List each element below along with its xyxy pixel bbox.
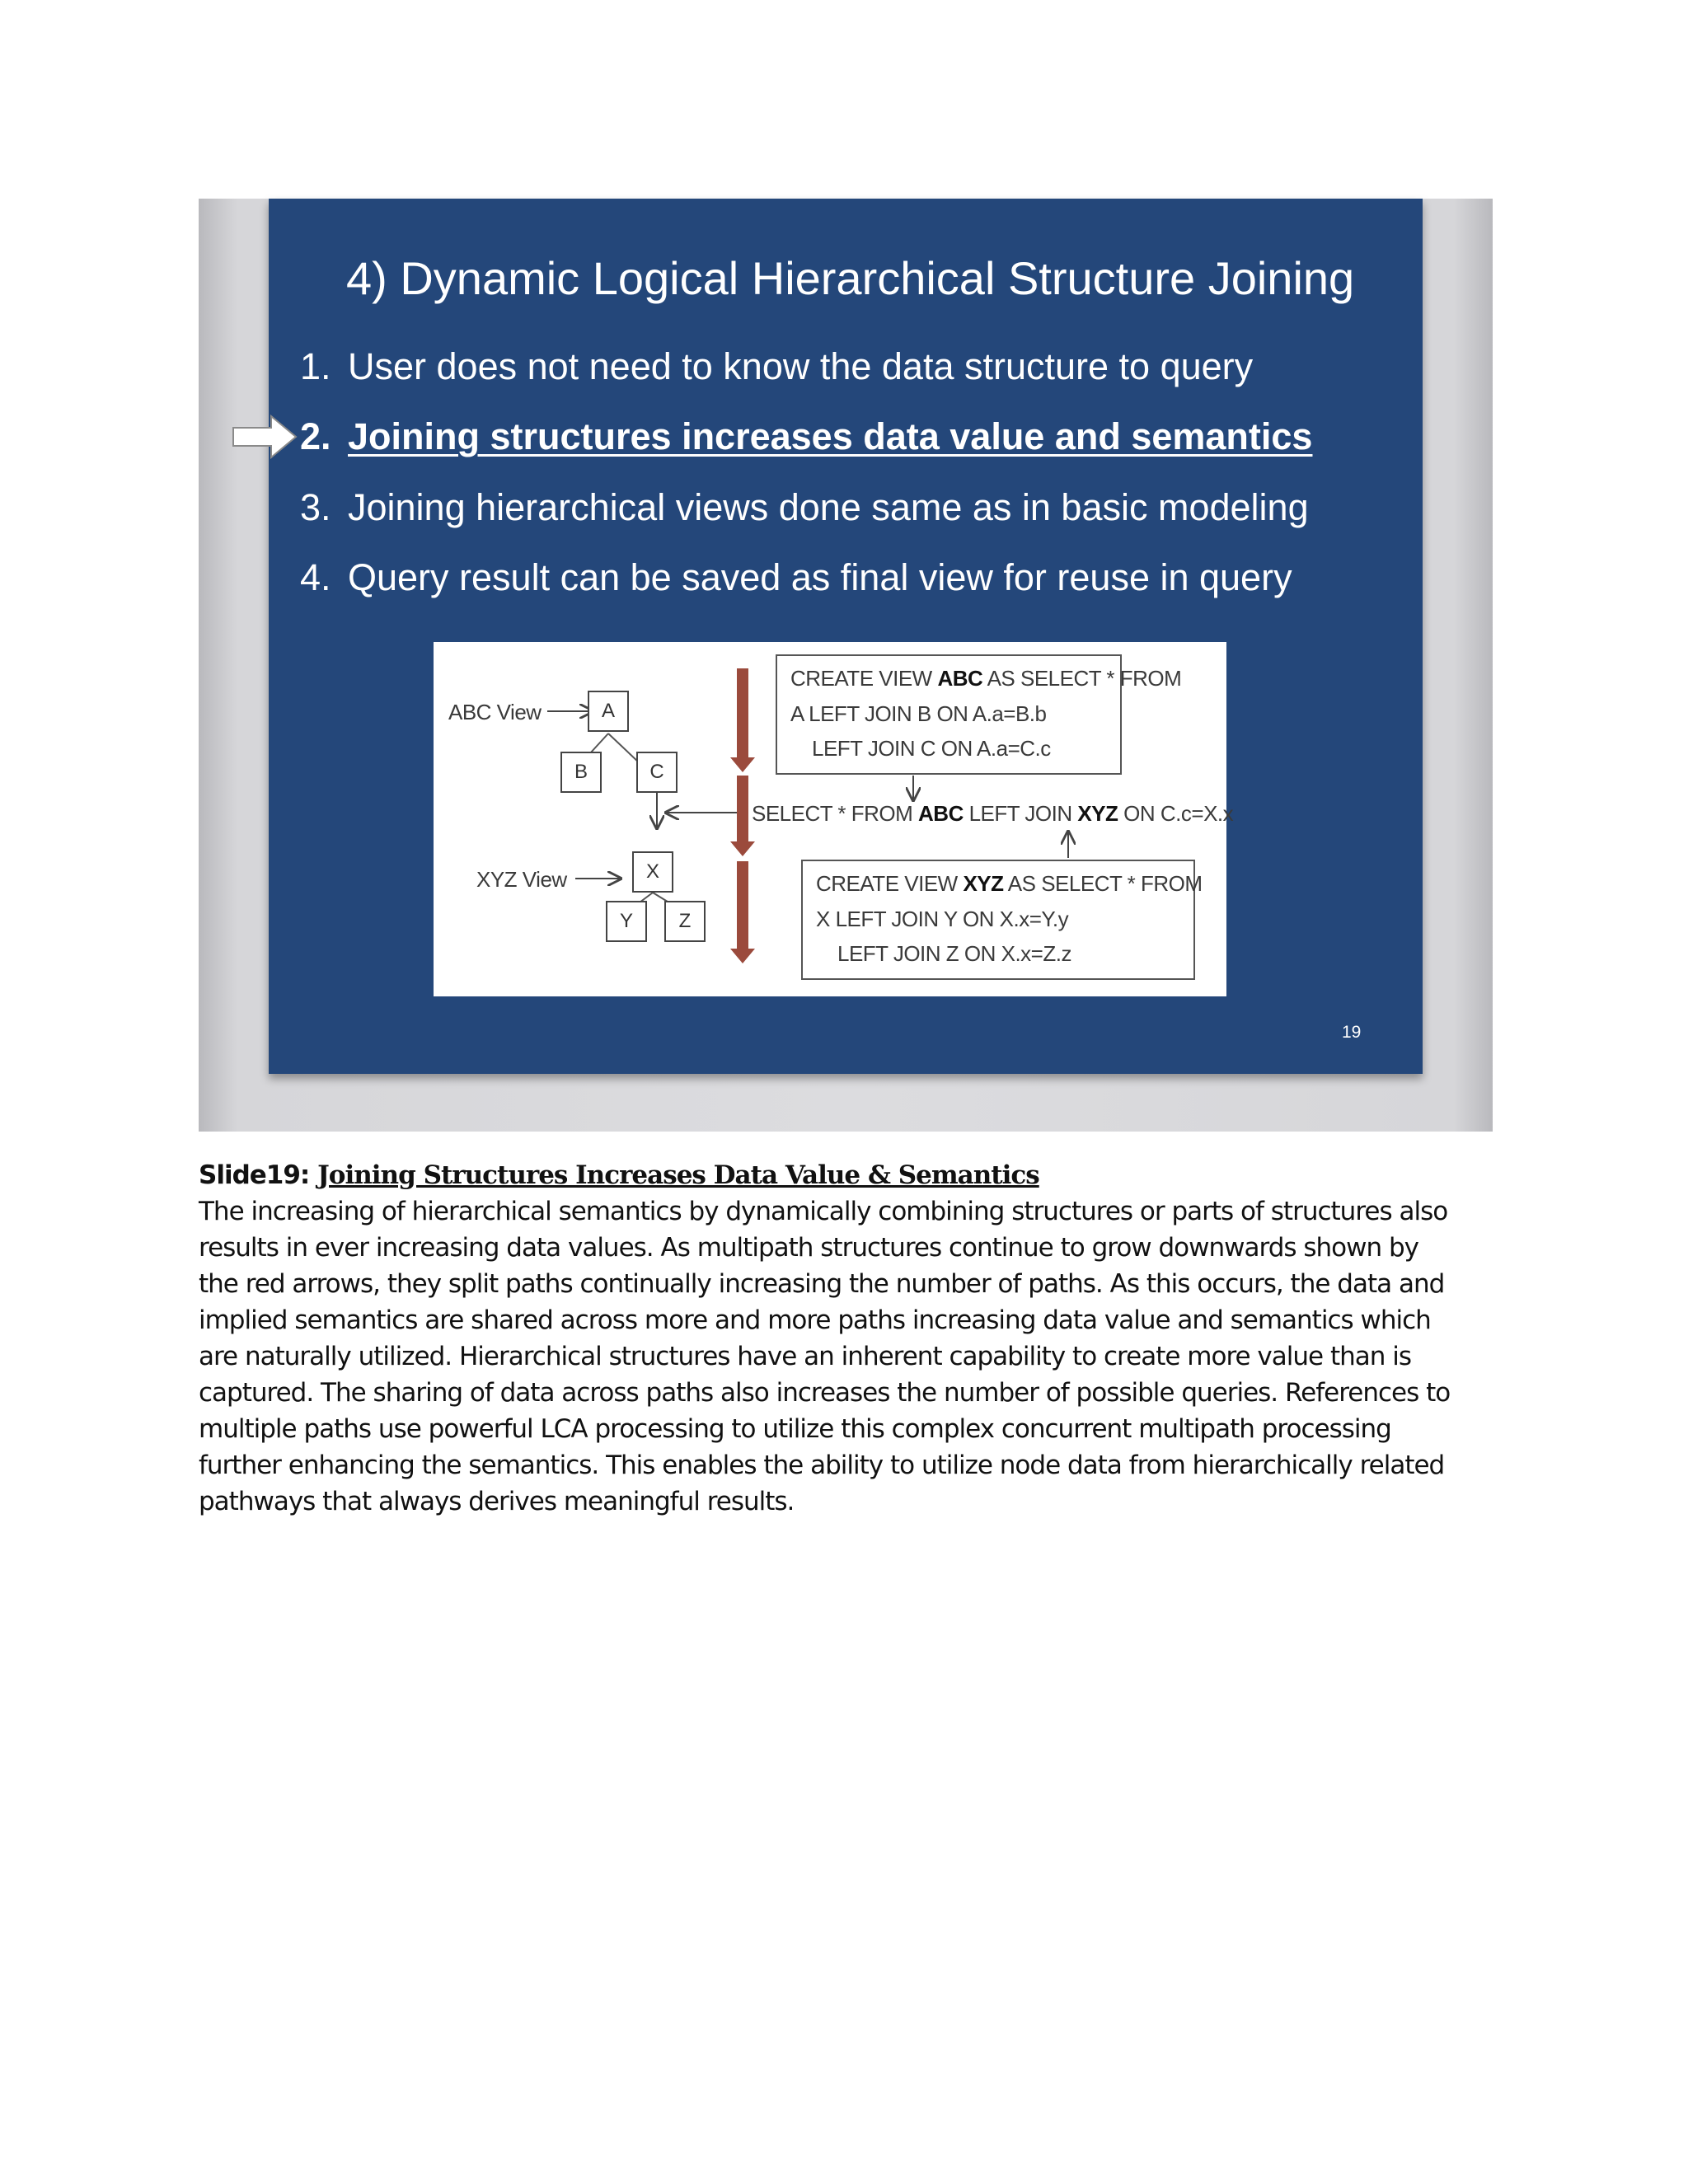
node-b: B <box>560 752 602 793</box>
slide-number: 19 <box>1342 1023 1362 1042</box>
create-view-abc-box <box>776 654 1182 775</box>
abc-box-line-3: LEFT JOIN C ON A.a=C.c <box>812 736 1051 761</box>
slide <box>269 199 1423 1074</box>
join-diagram <box>434 642 1234 996</box>
notes-line: The increasing of hierarchical semantics by dynamically combining structures or parts of structures also <box>199 1197 1448 1226</box>
slide-screenshot <box>199 199 1493 1132</box>
xyz-box-line-1: CREATE VIEW XYZ AS SELECT * FROM <box>816 871 1203 896</box>
notes-line: pathways that always derives meaningful results. <box>199 1487 795 1516</box>
bullet-text: Query result can be saved as final view for reuse in query <box>348 556 1292 598</box>
bullet-point-3 <box>300 484 1396 532</box>
slide-title: 4) Dynamic Logical Hierarchical Structure Joining <box>346 252 1355 304</box>
node-c: C <box>636 752 678 793</box>
node-y: Y <box>606 901 647 942</box>
abc-box-line-1: CREATE VIEW ABC AS SELECT * FROM <box>790 666 1182 691</box>
bullet-point-2 <box>300 413 1396 461</box>
node-a: A <box>588 691 629 732</box>
create-view-xyz-box <box>801 860 1203 980</box>
red-arrow-top-shaft <box>737 668 748 761</box>
notes-line: captured. The sharing of data across paths also increases the number of possible queries. References to <box>199 1378 1451 1408</box>
abc-box-line-2: A LEFT JOIN B ON A.a=B.b <box>790 701 1047 726</box>
xyz-view-label: XYZ View <box>476 867 567 892</box>
slide-notes <box>199 1157 1501 1520</box>
bullet-text: User does not need to know the data structure to query <box>348 345 1254 387</box>
node-x: X <box>632 851 673 893</box>
xyz-box-line-2: X LEFT JOIN Y ON X.x=Y.y <box>816 907 1069 931</box>
bullet-number: 4. <box>300 556 331 598</box>
bullet-text: Joining hierarchical views done same as in basic modeling <box>348 486 1309 528</box>
notes-line: the red arrows, they split paths continually increasing the number of paths. As this occurs, the data and <box>199 1269 1445 1299</box>
notes-line: results in ever increasing data values. As multipath structures continue to grow downwards shown by <box>199 1233 1419 1263</box>
bullet-number: 3. <box>300 486 331 528</box>
notes-line: implied semantics are shared across more and more paths increasing data value and semantics which <box>199 1305 1431 1335</box>
xyz-box-line-3: LEFT JOIN Z ON X.x=Z.z <box>837 941 1071 966</box>
notes-heading <box>199 1157 1501 1193</box>
bullet-number: 1. <box>300 345 331 387</box>
notes-line: further enhancing the semantics. This enables the ability to utilize node data from hierarchically related <box>199 1451 1445 1480</box>
notes-heading-prefix: Slide19: <box>199 1160 318 1190</box>
join-query-text: SELECT * FROM ABC LEFT JOIN XYZ ON C.c=X.x <box>752 801 1234 826</box>
abc-view-label: ABC View <box>448 700 542 724</box>
red-arrow-bottom-shaft <box>737 861 748 952</box>
notes-line: are naturally utilized. Hierarchical structures have an inherent capability to create more value than is <box>199 1342 1412 1371</box>
pointer-arrow-icon <box>232 413 298 461</box>
red-arrow-bottom-head <box>730 949 755 963</box>
bullet-number: 2. <box>300 415 331 457</box>
bullet-point-4 <box>300 554 1396 602</box>
notes-line: multiple paths use powerful LCA processing to utilize this complex concurrent multipath processing <box>199 1414 1391 1444</box>
bullet-point-1 <box>300 343 1396 391</box>
node-z: Z <box>664 901 706 942</box>
edge-a-c <box>608 733 640 763</box>
bullet-text-highlighted: Joining structures increases data value and semantics <box>348 415 1313 457</box>
red-arrow-middle-head <box>730 841 755 856</box>
red-arrow-middle-shaft <box>737 776 748 845</box>
red-arrow-top-head <box>730 757 755 772</box>
notes-heading-title: Joining Structures Increases Data Value & Semantics <box>317 1160 1039 1190</box>
